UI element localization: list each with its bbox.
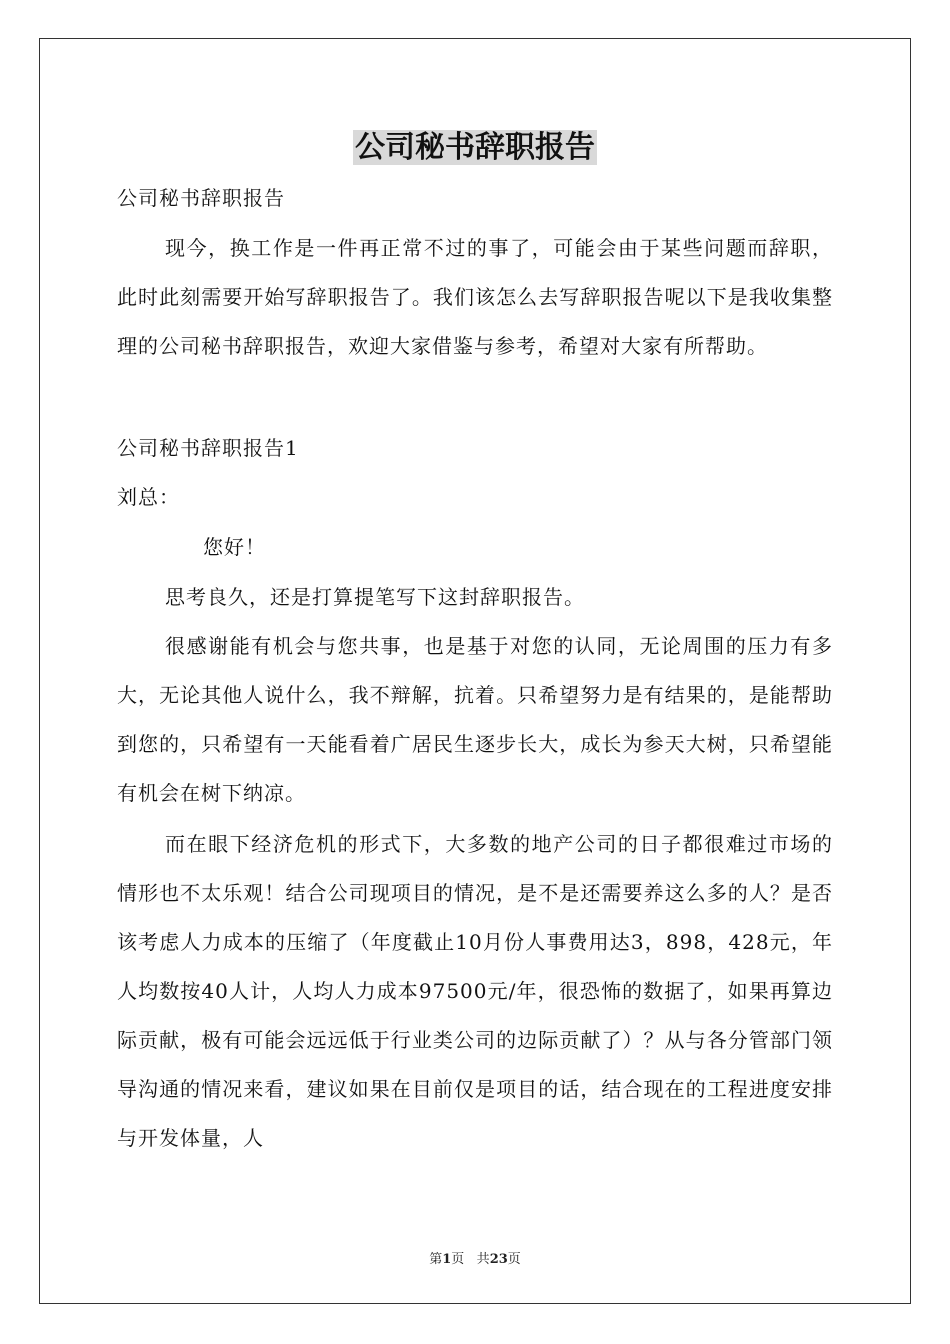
page-number-suffix: 页: [451, 1252, 465, 1267]
page-number-prefix: 第: [429, 1252, 443, 1267]
total-pages-suffix: 页: [507, 1252, 521, 1267]
page-number: 1: [442, 1252, 452, 1267]
document-title-text: 公司秘书辞职报告: [355, 130, 595, 165]
body-paragraph: 很感谢能有机会与您共事，也是基于对您的认同，无论周围的压力有多大，无论其他人说什么，我不辩解，抗着。只希望努力是有结果的，是能帮助到您的，只希望有一天能看着广居民生逐步长大，成长为参天大树，只希望能有机会在树下纳凉。: [117, 634, 833, 805]
page-footer: [0, 1248, 950, 1267]
greeting: 您好！: [203, 535, 266, 559]
total-pages-prefix: 共: [476, 1252, 490, 1267]
salutation: 刘总：: [117, 485, 180, 509]
document-title: [0, 126, 950, 170]
body-paragraph: 而在眼下经济危机的形式下，大多数的地产公司的日子都很难过市场的情形也不太乐观！结合公司现项目的情况，是不是还需要养这么多的人？是否该考虑人力成本的压缩了（年度截止10月份人事费用达3，898，428元，年人均数按40人计，人均人力成本97500元/年，很恐怖的数据了，如果再算边际贡献，极有可能会远远低于行业类公司的边际贡献了）？从与各分管部门领导沟通的情况来看，建议如果在目前仅是项目的话，结合现在的工程进度安排与开发体量，人: [117, 832, 833, 1150]
document-subtitle: 公司秘书辞职报告: [117, 186, 285, 210]
body-paragraph: 思考良久，还是打算提笔写下这封辞职报告。: [165, 585, 585, 609]
section-heading: 公司秘书辞职报告1: [117, 436, 299, 460]
total-pages: 23: [489, 1252, 508, 1267]
intro-paragraph: 现今，换工作是一件再正常不过的事了，可能会由于某些问题而辞职，此时此刻需要开始写辞职报告了。我们该怎么去写辞职报告呢以下是我收集整理的公司秘书辞职报告，欢迎大家借鉴与参考，希望对大家有所帮助。: [117, 236, 833, 358]
